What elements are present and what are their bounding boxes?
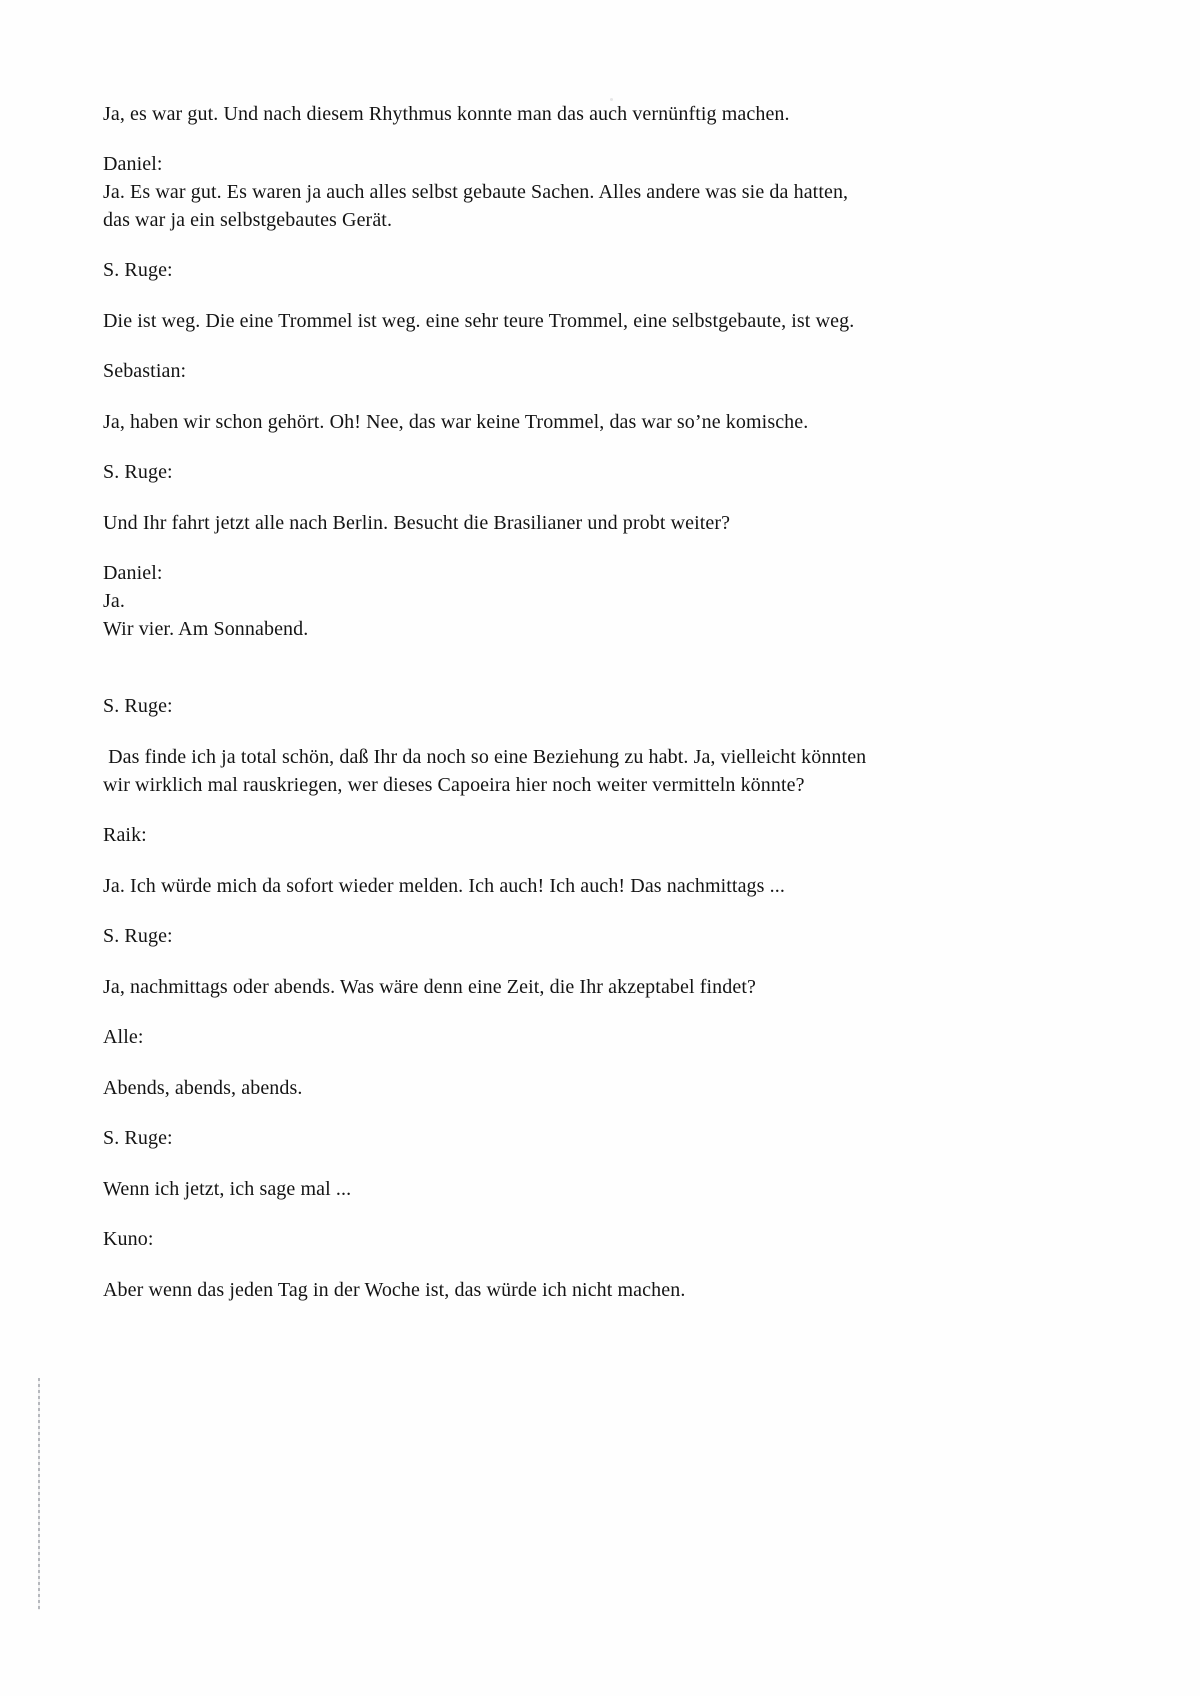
scan-artifact-line — [38, 1378, 40, 1610]
dialogue-line: Und Ihr fahrt jetzt alle nach Berlin. Besucht die Brasilianer und probt weiter? — [103, 512, 731, 534]
dialogue-block — [103, 692, 1123, 799]
dialogue-line: Wir vier. Am Sonnabend. — [103, 618, 309, 640]
speaker-label: Kuno: — [103, 1228, 154, 1250]
speaker-label: S. Ruge: — [103, 695, 173, 717]
dialogue-block — [103, 1124, 1123, 1203]
dialogue-block — [103, 357, 1123, 436]
dialogue-line: Ja, nachmittags oder abends. Was wäre denn eine Zeit, die Ihr akzeptabel findet? — [103, 976, 756, 998]
dialogue-block — [103, 559, 1123, 643]
dialogue-line: Wenn ich jetzt, ich sage mal ... — [103, 1178, 352, 1200]
dialogue-line: Die ist weg. Die eine Trommel ist weg. eine sehr teure Trommel, eine selbstgebaute, ist weg. — [103, 310, 855, 332]
transcript — [103, 100, 1123, 1326]
dialogue-block — [103, 256, 1123, 335]
dialogue-block — [103, 1225, 1123, 1304]
dialogue-line: Das finde ich ja total schön, daß Ihr da noch so eine Beziehung zu habt. Ja, vielleicht könnten — [103, 746, 867, 768]
dialogue-line: Ja. — [103, 590, 125, 612]
speaker-label: Daniel: — [103, 562, 163, 584]
speaker-label: S. Ruge: — [103, 1127, 173, 1149]
dialogue-block — [103, 1023, 1123, 1102]
speaker-label: Daniel: — [103, 153, 163, 175]
speaker-label: Alle: — [103, 1026, 144, 1048]
dialogue-block — [103, 458, 1123, 537]
speaker-label: Raik: — [103, 824, 147, 846]
dialogue-block — [103, 922, 1123, 1001]
dialogue-line: Ja. Es war gut. Es waren ja auch alles selbst gebaute Sachen. Alles andere was sie da hatten, — [103, 181, 849, 203]
dialogue-block — [103, 821, 1123, 900]
dialogue-line: Aber wenn das jeden Tag in der Woche ist, das würde ich nicht machen. — [103, 1279, 686, 1301]
dialogue-line: Abends, abends, abends. — [103, 1077, 303, 1099]
dialogue-block — [103, 150, 1123, 234]
dialogue-line: Ja. Ich würde mich da sofort wieder melden. Ich auch! Ich auch! Das nachmittags ... — [103, 875, 785, 897]
speaker-label: Sebastian: — [103, 360, 187, 382]
speaker-label: S. Ruge: — [103, 259, 173, 281]
dialogue-line: Ja, haben wir schon gehört. Oh! Nee, das war keine Trommel, das war so’ne komische. — [103, 411, 809, 433]
dialogue-line: Ja, es war gut. Und nach diesem Rhythmus konnte man das auch vernünftig machen. — [103, 103, 790, 125]
dialogue-line: das war ja ein selbstgebautes Gerät. — [103, 209, 393, 231]
dialogue-block — [103, 100, 1123, 128]
speaker-label: S. Ruge: — [103, 925, 173, 947]
speaker-label: S. Ruge: — [103, 461, 173, 483]
dialogue-line: wir wirklich mal rauskriegen, wer dieses Capoeira hier noch weiter vermitteln könnte? — [103, 774, 805, 796]
